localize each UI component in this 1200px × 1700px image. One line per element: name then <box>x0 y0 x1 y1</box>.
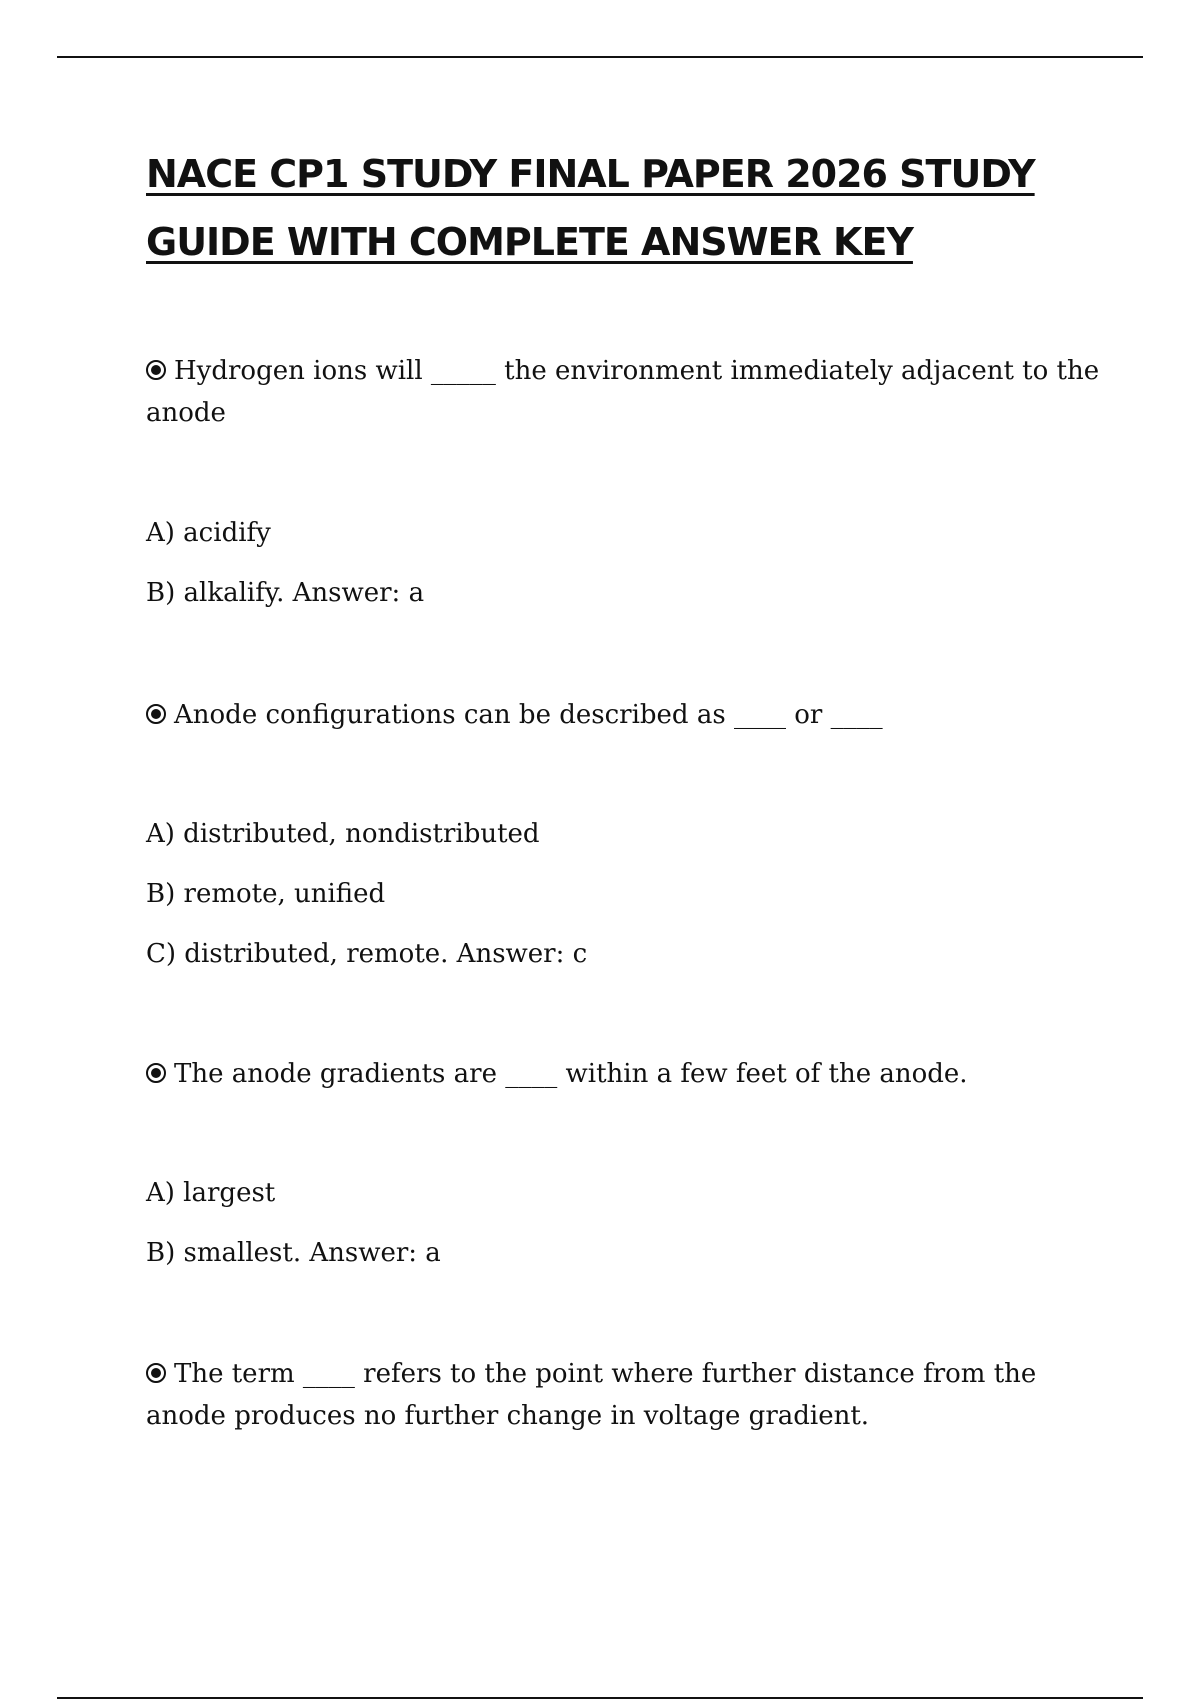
option-item: B) alkalify. Answer: a <box>146 578 425 608</box>
question-text <box>146 1053 1106 1095</box>
option-item: A) distributed, nondistributed <box>146 819 540 849</box>
top-rule <box>57 56 1143 58</box>
option-item: B) smallest. Answer: a <box>146 1238 441 1268</box>
document-title: NACE CP1 STUDY FINAL PAPER 2026 STUDY GUIDE WITH COMPLETE ANSWER KEY <box>146 152 1035 264</box>
page-content <box>146 140 1106 1431</box>
question-block <box>146 694 1106 736</box>
question-block <box>146 1053 1106 1095</box>
question-text <box>146 694 1106 736</box>
question-1-text: Hydrogen ions will _____ the environment immediately adjacent to the anode <box>146 356 1100 428</box>
options-list <box>146 814 1106 994</box>
radio-bullet-icon <box>146 1063 166 1083</box>
question-2-text: Anode configurations can be described as ____ or ____ <box>174 700 883 730</box>
option-item: B) remote, unified <box>146 879 386 909</box>
question-4-text: The term ____ refers to the point where further distance from the anode produces no further change in voltage gradient. <box>146 1359 1037 1431</box>
bottom-rule <box>57 1697 1143 1699</box>
options-list <box>146 513 1106 633</box>
question-text <box>146 350 1106 434</box>
option-item: A) largest <box>146 1178 276 1208</box>
question-3-text: The anode gradients are ____ within a few feet of the anode. <box>174 1059 968 1089</box>
question-block <box>146 1353 1106 1437</box>
question-text <box>146 1353 1106 1437</box>
radio-bullet-icon <box>146 704 166 724</box>
option-item: A) acidify <box>146 518 271 548</box>
radio-bullet-icon <box>146 360 166 380</box>
options-list <box>146 1173 1106 1293</box>
option-item: C) distributed, remote. Answer: c <box>146 939 588 969</box>
radio-bullet-icon <box>146 1363 166 1383</box>
question-block <box>146 350 1106 434</box>
